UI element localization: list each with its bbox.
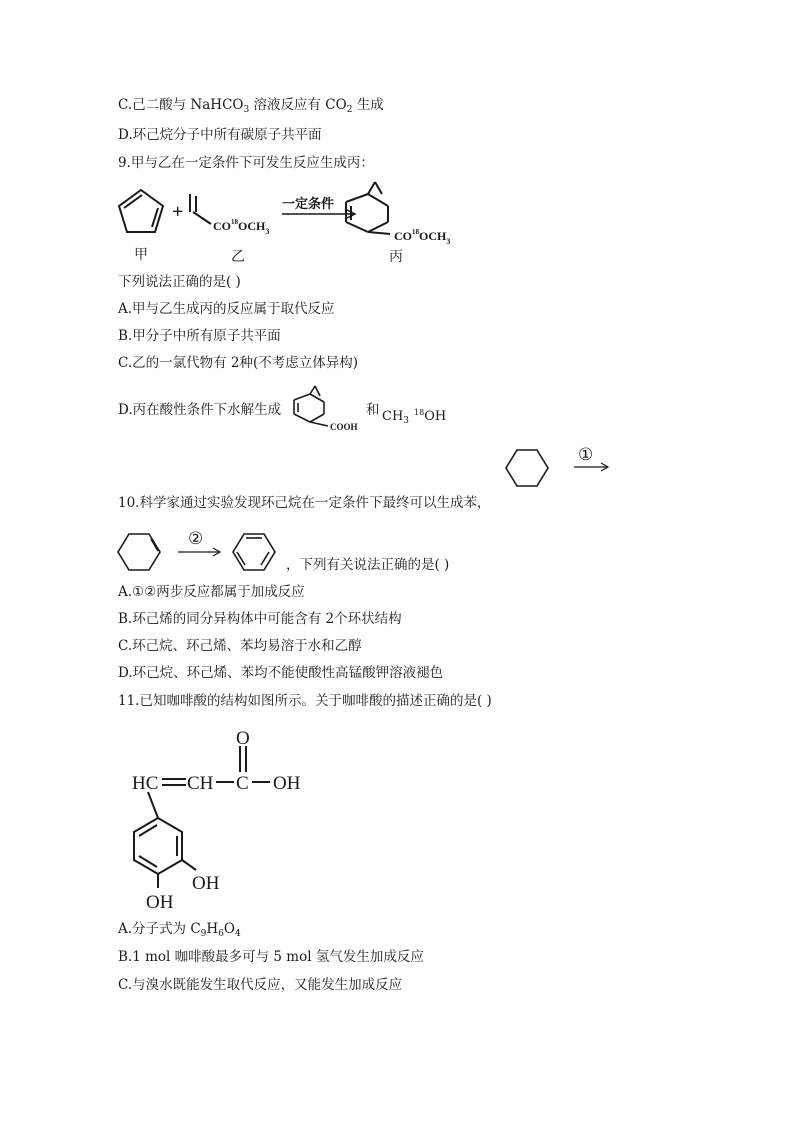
q10-option-c: C.环己烷、环己烯、苯均易溶于水和乙醇 (118, 638, 362, 654)
q9-option-b: B.甲分子中所有原子共平面 (118, 328, 281, 344)
norbornene-bond (346, 194, 368, 202)
q10-stem: 10.科学家通过实验发现环己烷在一定条件下最终可以生成苯， (118, 495, 491, 511)
q9-option-c: C.乙的一氯代物有 2种(不考虑立体异构) (118, 355, 359, 371)
ch-label: CH (187, 773, 214, 794)
phenol-oh-right: OH (192, 873, 220, 894)
q11-option-c: C.与溴水既能发生取代反应，又能发生加成反应 (118, 977, 403, 993)
q9-option-a: A.甲与乙生成丙的反应属于取代反应 (118, 301, 335, 317)
caffeic-acid-structure (120, 722, 380, 912)
caffeic-benzene-ring (134, 818, 182, 874)
q9-question: 下列说法正确的是( ) (118, 274, 241, 290)
q11-stem: 11.已知咖啡酸的结构如图所示。关于咖啡酸的描述正确的是( ) (118, 693, 492, 709)
q11-option-b: B.1 mol 咖啡酸最多可与 5 mol 氢气发生加成反应 (118, 949, 424, 965)
ester-group-c: $CO^{18}OCH_3$ (394, 228, 451, 246)
q10-option-d: D.环己烷、环己烯、苯均不能使酸性高锰酸钾溶液褪色 (118, 665, 444, 681)
hc-label: HC (132, 773, 159, 794)
step1-marker: ① (578, 445, 594, 464)
label-bing: 丙 (389, 250, 403, 265)
q9-option-d-alcohol: $CH_3^{18}OH$ (382, 408, 447, 426)
phenol-oh-bottom: OH (146, 892, 174, 913)
q10-cyclohexene-to-benzene (112, 526, 292, 586)
ester-group-b: $CO^{18}OCH_3$ (213, 218, 270, 236)
acid-cooh-label: COOH (330, 422, 358, 432)
cyclohexane-ring (506, 450, 548, 486)
q10-option-b: B.环己烯的同分异构体中可能含有 2个环状结构 (118, 611, 402, 627)
q8-option-d: D.环己烷分子中所有碳原子共平面 (118, 127, 322, 143)
carboxyl-c: C (236, 773, 249, 794)
q10-stem-tail: ，下列有关说法正确的是( ) (286, 557, 450, 573)
label-yi: 乙 (231, 250, 245, 265)
q11-option-a: A.分子式为 $C_9H_6O_4$ (118, 921, 241, 939)
label-jia: 甲 (134, 248, 148, 263)
cyclohexene-ring (118, 534, 160, 570)
q10-option-a: A.①②两步反应都属于加成反应 (118, 584, 305, 600)
q9-option-d-acid-structure (290, 384, 370, 434)
step2-marker: ② (188, 529, 204, 548)
q10-cyclohexane-step1 (500, 438, 620, 498)
plus-sign: + (172, 201, 184, 223)
carbonyl-o: O (236, 728, 250, 749)
reaction-condition: 一定条件 (282, 196, 335, 211)
carboxyl-oh: OH (273, 773, 301, 794)
q9-option-d-prefix: D.丙在酸性条件下水解生成 (118, 402, 282, 418)
q9-stem: 9.甲与乙在一定条件下可发生反应生成丙： (118, 155, 374, 171)
q9-option-d-and: 和 (366, 402, 380, 418)
q8-option-c: C.己二酸与 NaHCO$_3$ 溶液反应有 $CO_2$ 生成 (118, 97, 384, 115)
